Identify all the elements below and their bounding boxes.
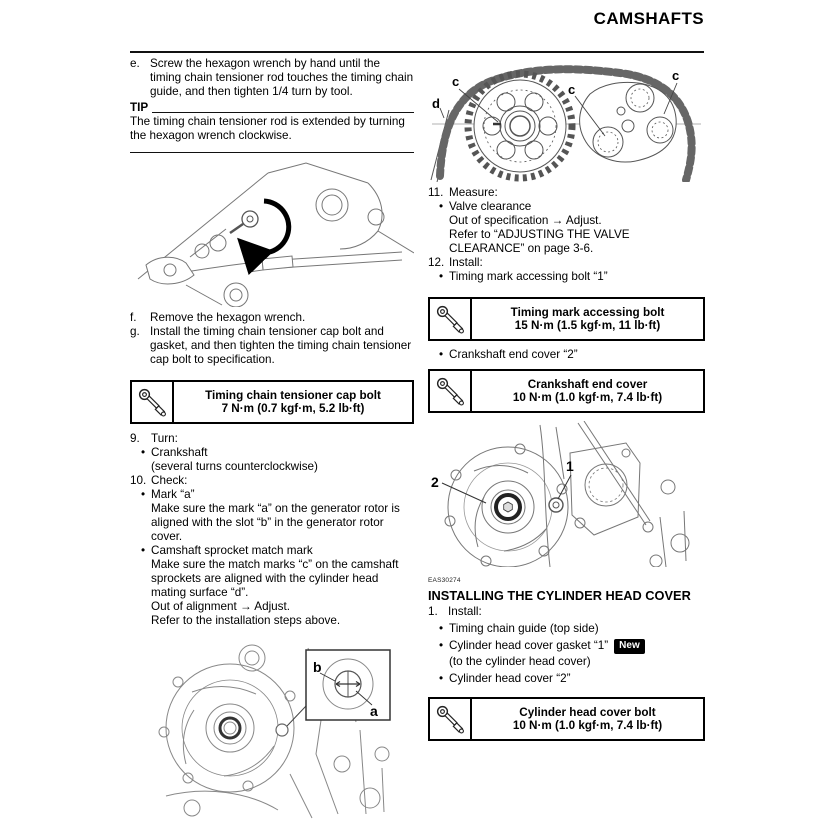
figure-label-a: a	[370, 703, 378, 719]
rotor-figure-drawing	[130, 634, 414, 826]
step-11	[428, 186, 705, 200]
tip-body: The timing chain tensioner rod is extended by turning the hexagon wrench clockwise.	[130, 115, 405, 142]
torque-item-name: Timing mark accessing bolt	[510, 305, 665, 319]
torque-wrench-icon	[132, 382, 174, 422]
hexagon-wrench-icon	[230, 211, 258, 233]
torque-spec-text	[174, 382, 412, 422]
figure-label-1: 1	[566, 458, 574, 474]
step-1-bullet-3: • Cylinder head cover “2”	[428, 672, 705, 686]
step-11-bullet: • Valve clearance	[428, 200, 705, 214]
bullet-crankshaft-end-cover: • Crankshaft end cover “2”	[428, 348, 705, 362]
torque-spec-box-tensioner-cap-bolt	[130, 380, 414, 424]
steps-11-12-block	[428, 186, 705, 284]
step-12	[428, 256, 705, 270]
torque-spec-text	[472, 299, 703, 339]
header-rule	[130, 51, 704, 53]
step-e-text: Screw the hexagon wrench by hand until the timing chain tensioner rod touches the timing chain guide, and then tighten 1/4 turn by tool.	[150, 57, 414, 98]
figure-label-c: c	[568, 82, 576, 97]
torque-item-name: Cylinder head cover bolt	[519, 705, 656, 719]
torque-spec-text	[472, 699, 703, 739]
tip-label: TIP	[130, 101, 149, 114]
torque-item-name: Crankshaft end cover	[527, 377, 648, 391]
new-badge: New	[614, 639, 645, 654]
torque-wrench-icon	[430, 371, 472, 411]
page-title: CAMSHAFTS	[593, 9, 704, 28]
step-9-note: (several turns counterclockwise)	[151, 460, 318, 473]
figure-label-d: d	[432, 96, 440, 111]
torque-item-name: Timing chain tensioner cap bolt	[205, 388, 381, 402]
step-g-text: Install the timing chain tensioner cap bolt and gasket, and then tighten the timing chain tensioner cap bolt to specification.	[150, 325, 412, 366]
left-column	[130, 57, 414, 830]
covers-figure-drawing	[428, 421, 705, 567]
step-g	[130, 325, 414, 367]
step-1-title: Install:	[448, 605, 482, 618]
figure-label-c: c	[452, 74, 460, 89]
figure-generator-rotor-marks	[130, 634, 414, 830]
figure-crankshaft-end-cover	[428, 421, 705, 571]
step-11-line2: Out of specification → Adjust.	[449, 214, 602, 227]
figure-label-b: b	[313, 659, 322, 675]
step-1-bullet-1: • Timing chain guide (top side)	[428, 622, 705, 636]
step-11-line3: Refer to “ADJUSTING THE VALVE CLEARANCE” on page 3-6.	[449, 228, 630, 255]
step-e	[130, 57, 414, 99]
step-1-bullet-2-sub: (to the cylinder head cover)	[449, 655, 591, 668]
torque-spec-box-cylinder-head-cover-bolt	[428, 697, 705, 741]
figure-camshaft-sprockets	[428, 56, 705, 186]
step-10	[130, 474, 414, 488]
torque-item-value: 10 N·m (1.0 kgf·m, 7.4 lb·ft)	[512, 391, 663, 404]
step-f-label: f.	[130, 311, 137, 324]
step-9-bullet: • Crankshaft	[130, 446, 414, 460]
step-10-label: 10.	[130, 474, 147, 487]
step-11-label: 11.	[428, 186, 444, 199]
torque-item-value: 7 N·m (0.7 kgf·m, 5.2 lb·ft)	[221, 402, 365, 415]
step-e-label: e.	[130, 57, 140, 70]
torque-spec-text	[472, 371, 703, 411]
sprockets-figure-drawing	[428, 56, 705, 182]
step-1-label: 1.	[428, 605, 438, 618]
step-11-title: Measure:	[449, 186, 498, 199]
torque-spec-box-timing-mark-bolt	[428, 297, 705, 341]
tip-heading	[130, 101, 414, 115]
step-10-title: Check:	[151, 474, 188, 487]
torque-spec-box-crankshaft-end-cover	[428, 369, 705, 413]
tip-end-rule	[130, 152, 414, 153]
step-g-label: g.	[130, 325, 140, 338]
step-1-bullet-2: • Cylinder head cover gasket “1” New	[428, 639, 705, 655]
step-12-label: 12.	[428, 256, 445, 269]
figure-label-c: c	[672, 68, 680, 83]
figure-hex-wrench-turning	[130, 157, 414, 311]
section-heading: INSTALLING THE CYLINDER HEAD COVER	[428, 588, 691, 603]
tip-heading-rule	[152, 112, 414, 113]
step-9-title: Turn:	[151, 432, 178, 445]
step-10-bullet-2-text: Make sure the match marks “c” on the camshaft sprockets are aligned with the cylinder head mating surface “d”.	[151, 558, 399, 599]
steps-9-10-block	[130, 432, 414, 628]
step-1	[428, 605, 705, 619]
step-1-block	[428, 605, 705, 686]
right-column	[428, 56, 705, 741]
step-10-bullet-1-text: Make sure the mark “a” on the generator rotor is aligned with the slot “b” in the generator rotor cover.	[151, 502, 400, 543]
step-10-bullet-2-line2: Out of alignment → Adjust.	[151, 600, 291, 613]
step-12-bullet: • Timing mark accessing bolt “1”	[428, 270, 705, 284]
torque-item-value: 10 N·m (1.0 kgf·m, 7.4 lb·ft)	[512, 719, 663, 732]
step-9	[130, 432, 414, 446]
step-f-text: Remove the hexagon wrench.	[150, 311, 306, 324]
torque-wrench-icon	[430, 699, 472, 739]
figure-label-2: 2	[431, 474, 439, 490]
step-f	[130, 311, 414, 325]
step-9-label: 9.	[130, 432, 140, 445]
torque-wrench-icon	[430, 299, 472, 339]
step-10-bullet-1: • Mark “a”	[130, 488, 414, 502]
torque-item-value: 15 N·m (1.5 kgf·m, 11 lb·ft)	[514, 319, 661, 332]
eas-code: EAS30274	[428, 577, 461, 584]
step-12-title: Install:	[449, 256, 483, 269]
step-10-bullet-2: • Camshaft sprocket match mark	[130, 544, 414, 558]
step-10-bullet-2-line3: Refer to the installation steps above.	[151, 614, 341, 627]
hex-wrench-figure-drawing	[130, 157, 414, 307]
